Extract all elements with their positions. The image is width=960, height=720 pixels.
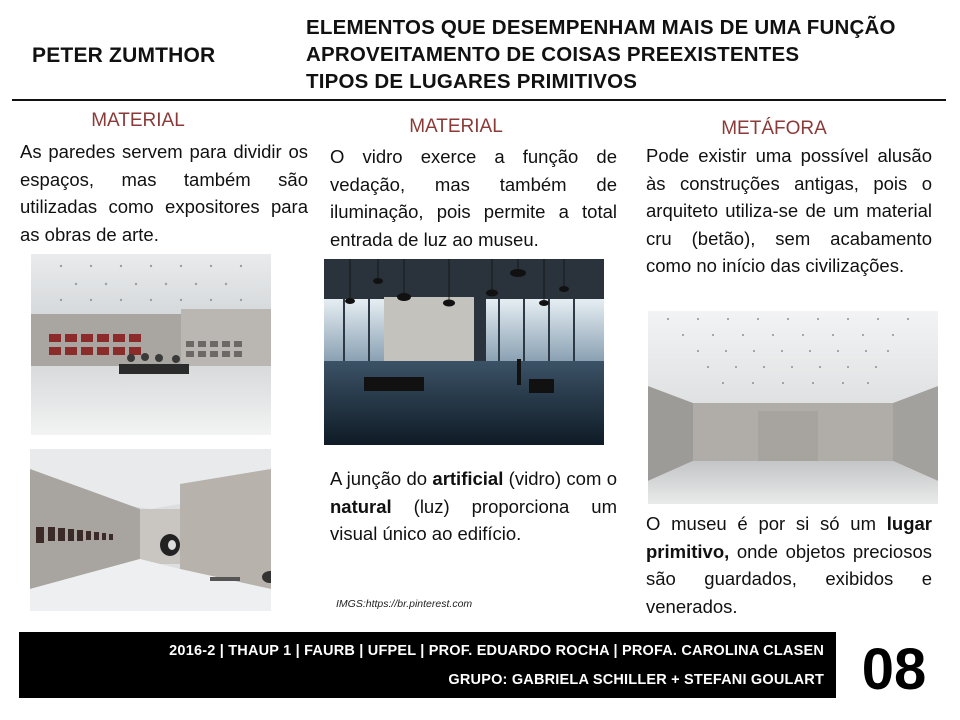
middle-heading: MATERIAL (409, 116, 503, 137)
bold-lugar-primitivo: lugar primitivo, (646, 513, 932, 562)
bold-natural: natural (330, 495, 392, 517)
text-segment: (luz) proporciona um visual único ao edifício. (330, 495, 617, 544)
text-segment: onde objetos preciosos são guardados, exibidos e venerados. (646, 540, 932, 617)
text-segment: O museu é por si só um (646, 513, 887, 534)
glass-facade-photo (324, 259, 604, 445)
middle-text-2 (330, 465, 617, 548)
left-heading: MATERIAL (91, 110, 185, 131)
right-text-2 (646, 510, 932, 620)
author-name: PETER ZUMTHOR (32, 44, 216, 67)
right-heading: METÁFORA (721, 118, 827, 139)
page-number: 08 (861, 637, 927, 702)
text-segment: A junção do (330, 468, 433, 489)
topic-line: ELEMENTOS QUE DESEMPENHAM MAIS DE UMA FUNÇÃO (306, 16, 896, 39)
bold-artificial: artificial (432, 468, 504, 489)
left-text: As paredes servem para dividir os espaços, mas também são utilizadas como expositores para as obras de arte. (20, 141, 308, 245)
gallery-photo-1 (31, 254, 271, 435)
topic-line: APROVEITAMENTO DE COISAS PREEXISTENTES (306, 43, 800, 66)
image-credit: IMGS:https://br.pinterest.com (336, 598, 473, 610)
middle-text: O vidro exerce a função de vedação, mas também de iluminação, pois permite a total entrada de luz ao museu. (330, 146, 617, 250)
concrete-hall-photo (648, 311, 938, 504)
footer-group-line: GRUPO: GABRIELA SCHILLER + STEFANI GOULART (448, 672, 824, 688)
footer-bar (19, 632, 836, 698)
topics-heading (306, 14, 896, 95)
header-divider (12, 99, 946, 101)
text-segment: (vidro) com o (503, 468, 617, 489)
right-text: Pode existir uma possível alusão às construções antigas, pois o arquiteto utiliza-se de um material cru (betão), sem acabamento como no início das civilizações. (646, 145, 932, 276)
footer-course-line: 2016-2 | THAUP 1 | FAURB | UFPEL | PROF. EDUARDO ROCHA | PROFA. CAROLINA CLASEN (169, 643, 824, 659)
gallery-photo-2 (30, 449, 271, 611)
topic-line: TIPOS DE LUGARES PRIMITIVOS (306, 70, 638, 93)
